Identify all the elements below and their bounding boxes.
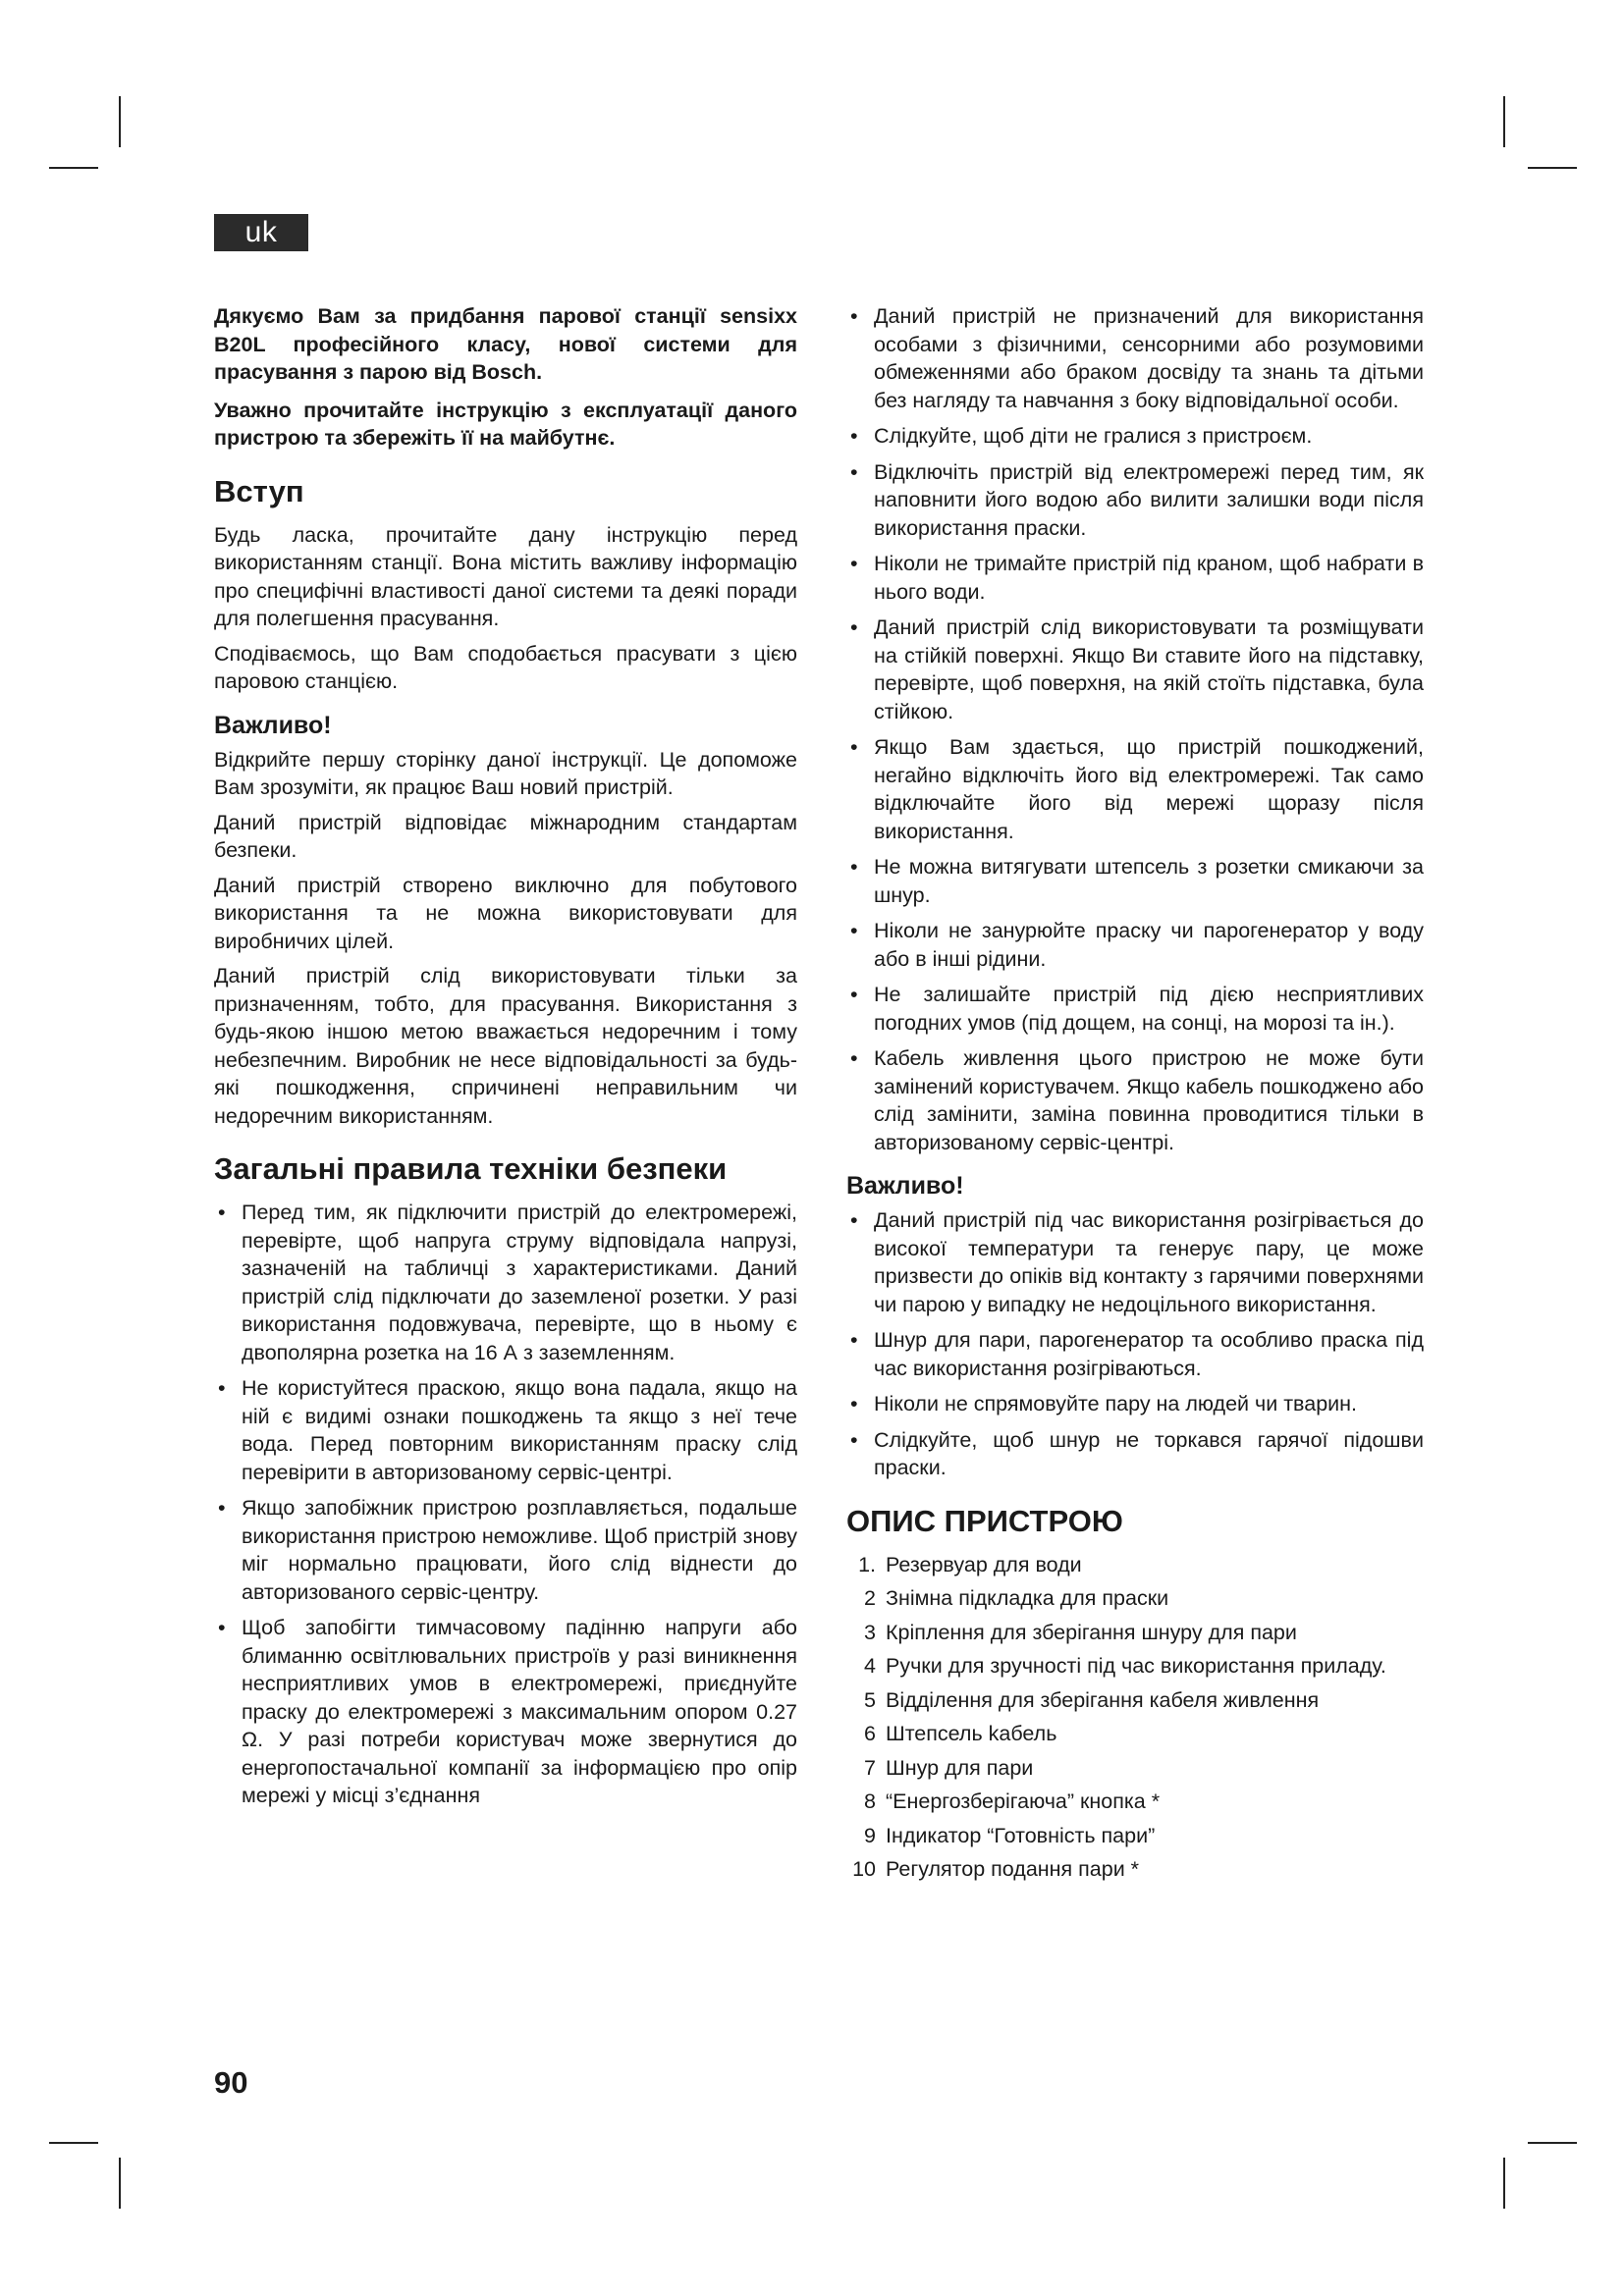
intro-read-instructions: Уважно прочитайте інструкцію з експлуатації даного пристрою та збережіть її на майбутнє. (214, 398, 797, 450)
list-item: 9 Індикатор “Готовність пари” (864, 1823, 1156, 1847)
crop-mark (49, 167, 98, 169)
paragraph: Будь ласка, прочитайте дану інструкцію перед використанням станції. Вона містить важливу інформацію про специфічні властивості даної системи та деякі поради для полегшення прасування. (214, 522, 797, 630)
list-item: • Не залишайте пристрій під дією несприятливих погодних умов (під дощем, на сонці, на морозі та ін.). (850, 983, 1424, 1035)
list-item: • Якщо запобіжник пристрою розплавляється, подальше використання пристрою неможливе. Щоб пристрій знову міг нормально працювати, його слід віднести до авторизованого сервіс-центру. (218, 1496, 797, 1604)
list-item: 8 “Енергозберігаюча” кнопка * (864, 1789, 1161, 1813)
language-badge: uk (214, 214, 308, 251)
list-item: 10 Регулятор подання пари * (852, 1857, 1140, 1881)
list-item: • Ніколи не тримайте пристрій під краном, щоб набрати в нього води. (850, 552, 1424, 604)
crop-mark (49, 2142, 98, 2144)
list-item: • Шнур для пари, парогенератор та особливо праска під час використання розігріваються. (850, 1328, 1424, 1380)
list-item: • Ніколи не занурюйте праску чи парогенератор у воду або в інші рідини. (850, 919, 1424, 971)
list-item: • Кабель живлення цього пристрою не може бути замінений користувачем. Якщо кабель пошкоджено або слід замінити, заміна повинна проводитися тільки в авторизованому сервіс-центрі. (850, 1046, 1424, 1154)
paragraph: Даний пристрій відповідає міжнародним стандартам безпеки. (214, 810, 797, 862)
list-item: • Відключіть пристрій від електромережі перед тим, як наповнити його водою або вилити залишки води після використання праски. (850, 459, 1424, 540)
crop-mark (1503, 2158, 1505, 2209)
crop-mark (1528, 2142, 1577, 2144)
section-title-important: Важливо! (846, 1172, 964, 1200)
list-item: 5 Відділення для зберігання кабеля живлення (864, 1687, 1320, 1712)
list-item: • Ніколи не спрямовуйте пару на людей чи тварин. (846, 1390, 1424, 1418)
section-title-important: Важливо! (214, 711, 332, 739)
list-item: 3 Кріплення для зберігання шнуру для пари (864, 1620, 1297, 1644)
bullet-icon: • (218, 1201, 226, 1224)
bullet-icon: • (850, 304, 858, 328)
bullet-icon: • (850, 1328, 858, 1352)
section-title-parts: ОПИС ПРИСТРОЮ (846, 1503, 1123, 1538)
bullet-icon: • (850, 615, 858, 639)
list-item: • Даний пристрій слід використовувати та розміщувати на стійкій поверхні. Якщо Ви ставите його на підставку, перевірте, щоб поверхня, на якій стоїть підставка, була стійкою. (850, 615, 1424, 723)
bullet-icon: • (218, 1376, 226, 1400)
bullet-icon: • (850, 1392, 858, 1415)
bullet-icon: • (850, 1427, 858, 1452)
list-item: 4 Ручки для зручності під час використання приладу. (864, 1654, 1386, 1678)
important-list (846, 1206, 1424, 1482)
bullet-icon: • (218, 1496, 226, 1520)
list-item: • Перед тим, як підключити пристрій до електромережі, перевірте, щоб напруга струму відповідала напрузі, зазначеній на табличці з характеристиками. Даний пристрій слід підключати до заземленої розетки. У разі використання подовжувача, перевірте, що в ньому є двополярна розетка на 16 А з заземленням. (218, 1201, 797, 1364)
bullet-icon: • (850, 919, 858, 942)
bullet-icon: • (850, 424, 858, 448)
crop-mark (1528, 167, 1577, 169)
bullet-icon: • (850, 983, 858, 1006)
paragraph: Сподіваємось, що Вам сподобається прасувати з цією паровою станцією. (214, 641, 797, 693)
intro-thanks: Дякуємо Вам за придбання парової станції sensixx B20L професійного класу, нової системи для прасування з парою від Bosch. (214, 304, 797, 384)
list-item: 1. Резервуар для води (858, 1552, 1082, 1576)
safety-list-continued (846, 302, 1424, 1156)
parts-list (846, 1551, 1424, 1884)
safety-list (214, 1199, 797, 1810)
list-item: 7 Шнур для пари (864, 1755, 1034, 1780)
list-item: • Якщо Вам здається, що пристрій пошкоджений, негайно відключіть його від електромережі. Так само відключайте його від мережі щоразу після використання. (850, 735, 1424, 843)
list-item: • Даний пристрій під час використання розігрівається до високої температури та генерує пару, це може призвести до опіків від контакту з гарячими поверхнями чи парою у випадку не недоцільного використання. (850, 1208, 1424, 1316)
page-number: 90 (214, 2065, 248, 2100)
list-item: 2 Знімна підкладка для праски (864, 1586, 1169, 1610)
list-item: • Даний пристрій не призначений для використання особами з фізичними, сенсорними або розумовими обмеженнями або браком досвіду та знань та дітьми без нагляду та навчання з боку відповідальної особи. (850, 304, 1424, 412)
bullet-icon: • (850, 1208, 858, 1232)
crop-mark (119, 2158, 121, 2209)
bullet-icon: • (218, 1616, 226, 1639)
crop-mark (119, 96, 121, 147)
paragraph: Відкрийте першу сторінку даної інструкції. Це допоможе Вам зрозуміти, як працює Ваш новий пристрій. (214, 747, 797, 799)
left-column (214, 302, 797, 1818)
section-title-intro: Вступ (214, 473, 304, 508)
bullet-icon: • (850, 552, 858, 575)
bullet-icon: • (850, 855, 858, 879)
paragraph: Даний пристрій створено виключно для побутового використання та не можна використовувати для виробничих цілей. (214, 873, 797, 953)
paragraph: Даний пристрій слід використовувати тільки за призначенням, тобто, для прасування. Використання з будь-якою іншою метою вважається недоречним і тому небезпечним. Виробник не несе відповідальності за будь-які пошкодження, спричинені неправильним чи недоречним використанням. (214, 964, 797, 1128)
list-item: • Щоб запобігти тимчасовому падінню напруги або блиманню освітлювальних пристроїв у разі виникнення несприятливих умов в електромережі, приєднуйте праску до електромережі з максимальним опором 0.27 Ω. У разі потреби користувач може звернутися до енергопостачальної компанії за інформацією про опір мережі у місці з’єднання (218, 1616, 797, 1807)
list-item: • Слідкуйте, щоб діти не гралися з пристроєм. (846, 422, 1424, 451)
right-column (846, 302, 1424, 1890)
bullet-icon: • (850, 459, 858, 484)
section-title-safety: Загальні правила техніки безпеки (214, 1151, 728, 1186)
list-item: 6 Штепсель kабель (864, 1722, 1057, 1745)
list-item: • Не можна витягувати штепсель з розетки смикаючи за шнур. (850, 855, 1424, 907)
bullet-icon: • (850, 735, 858, 759)
list-item: • Слідкуйте, щоб шнур не торкався гарячої підошви праски. (850, 1427, 1424, 1479)
list-item: • Не користуйтеся праскою, якщо вона падала, якщо на ній є видимі ознаки пошкоджень та якщо з неї тече вода. Перед повторним використанням праску слід перевірити в авторизованому сервіс-центрі. (218, 1376, 797, 1484)
crop-mark (1503, 96, 1505, 147)
bullet-icon: • (850, 1046, 858, 1070)
